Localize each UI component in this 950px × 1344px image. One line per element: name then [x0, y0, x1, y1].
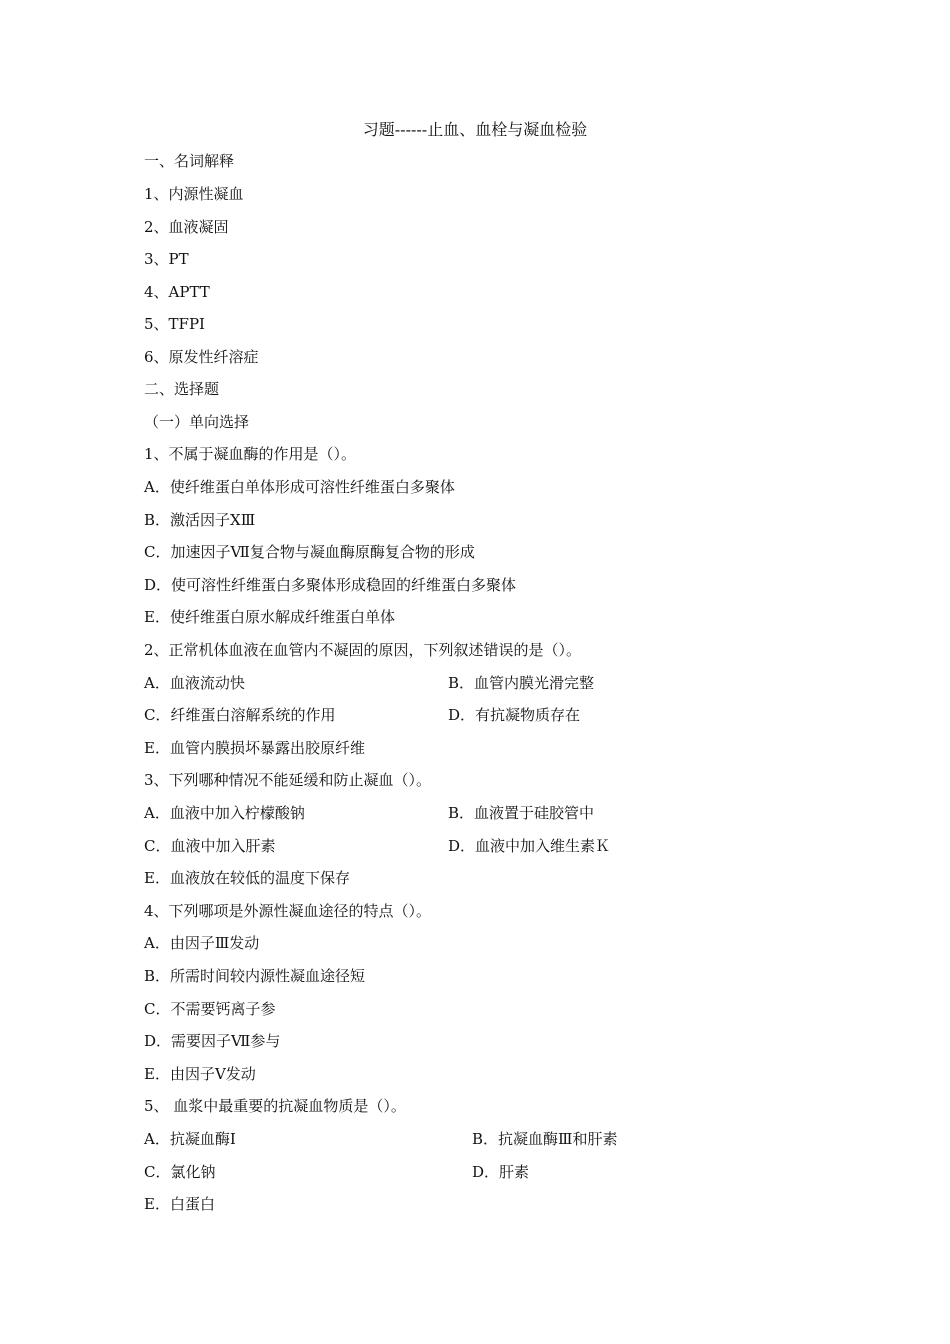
question-stem: 2、正常机体血液在血管内不凝固的原因，下列叙述错误的是（）。: [144, 641, 582, 659]
question-stem: 5、 血浆中最重要的抗凝血物质是（）。: [144, 1097, 406, 1115]
section-heading-definitions: 一、名词解释: [144, 152, 235, 170]
answer-option: A．使纤维蛋白单体形成可溶性纤维蛋白多聚体: [144, 478, 455, 496]
term-item: 1、内源性凝血: [144, 185, 244, 203]
answer-option: D．需要因子Ⅶ参与: [144, 1032, 281, 1050]
question-stem: 3、下列哪种情况不能延缓和防止凝血（）。: [144, 771, 432, 789]
term-item: 3、PT: [144, 250, 189, 268]
question-stem: 1、不属于凝血酶的作用是（）。: [144, 445, 357, 463]
answer-option: C．纤维蛋白溶解系统的作用: [144, 706, 336, 724]
question-stem: 4、下列哪项是外源性凝血途径的特点（）。: [144, 902, 432, 920]
answer-option: C．不需要钙离子参: [144, 1000, 276, 1018]
answer-option: E．白蛋白: [144, 1195, 215, 1213]
term-item: 4、APTT: [144, 283, 210, 301]
answer-option: B．血液置于硅胶管中: [448, 804, 595, 822]
answer-option: C．血液中加入肝素: [144, 837, 276, 855]
answer-option: B．抗凝血酶Ⅲ和肝素: [472, 1130, 618, 1148]
answer-option: D．有抗凝物质存在: [448, 706, 581, 724]
answer-option: E．血液放在较低的温度下保存: [144, 869, 350, 887]
term-item: 2、血液凝固: [144, 218, 229, 236]
answer-option: C．加速因子Ⅶ复合物与凝血酶原酶复合物的形成: [144, 543, 475, 561]
answer-option: B．激活因子ⅩⅢ: [144, 511, 256, 529]
subsection-heading-single-choice: （一）单向选择: [144, 413, 250, 431]
answer-option: B．所需时间较内源性凝血途径短: [144, 967, 366, 985]
answer-option: D．使可溶性纤维蛋白多聚体形成稳固的纤维蛋白多聚体: [144, 576, 517, 594]
answer-option: D．血液中加入维生素Ｋ: [448, 837, 611, 855]
term-item: 5、TFPI: [144, 315, 205, 333]
answer-option: A．抗凝血酶Ⅰ: [144, 1130, 236, 1148]
answer-option: E．由因子Ⅴ发动: [144, 1065, 256, 1083]
section-heading-choice: 二、选择题: [144, 380, 220, 398]
answer-option: C．氯化钠: [144, 1163, 216, 1181]
document-title: 习题------止血、血栓与凝血检验: [362, 120, 588, 139]
answer-option: B．血管内膜光滑完整: [448, 674, 595, 692]
answer-option: E．血管内膜损坏暴露出胶原纤维: [144, 739, 365, 757]
term-item: 6、原发性纤溶症: [144, 348, 259, 366]
answer-option: D．肝素: [472, 1163, 530, 1181]
answer-option: A．由因子Ⅲ发动: [144, 934, 260, 952]
answer-option: A．血液中加入柠檬酸钠: [144, 804, 305, 822]
answer-option: E．使纤维蛋白原水解成纤维蛋白单体: [144, 608, 395, 626]
answer-option: A．血液流动快: [144, 674, 245, 692]
